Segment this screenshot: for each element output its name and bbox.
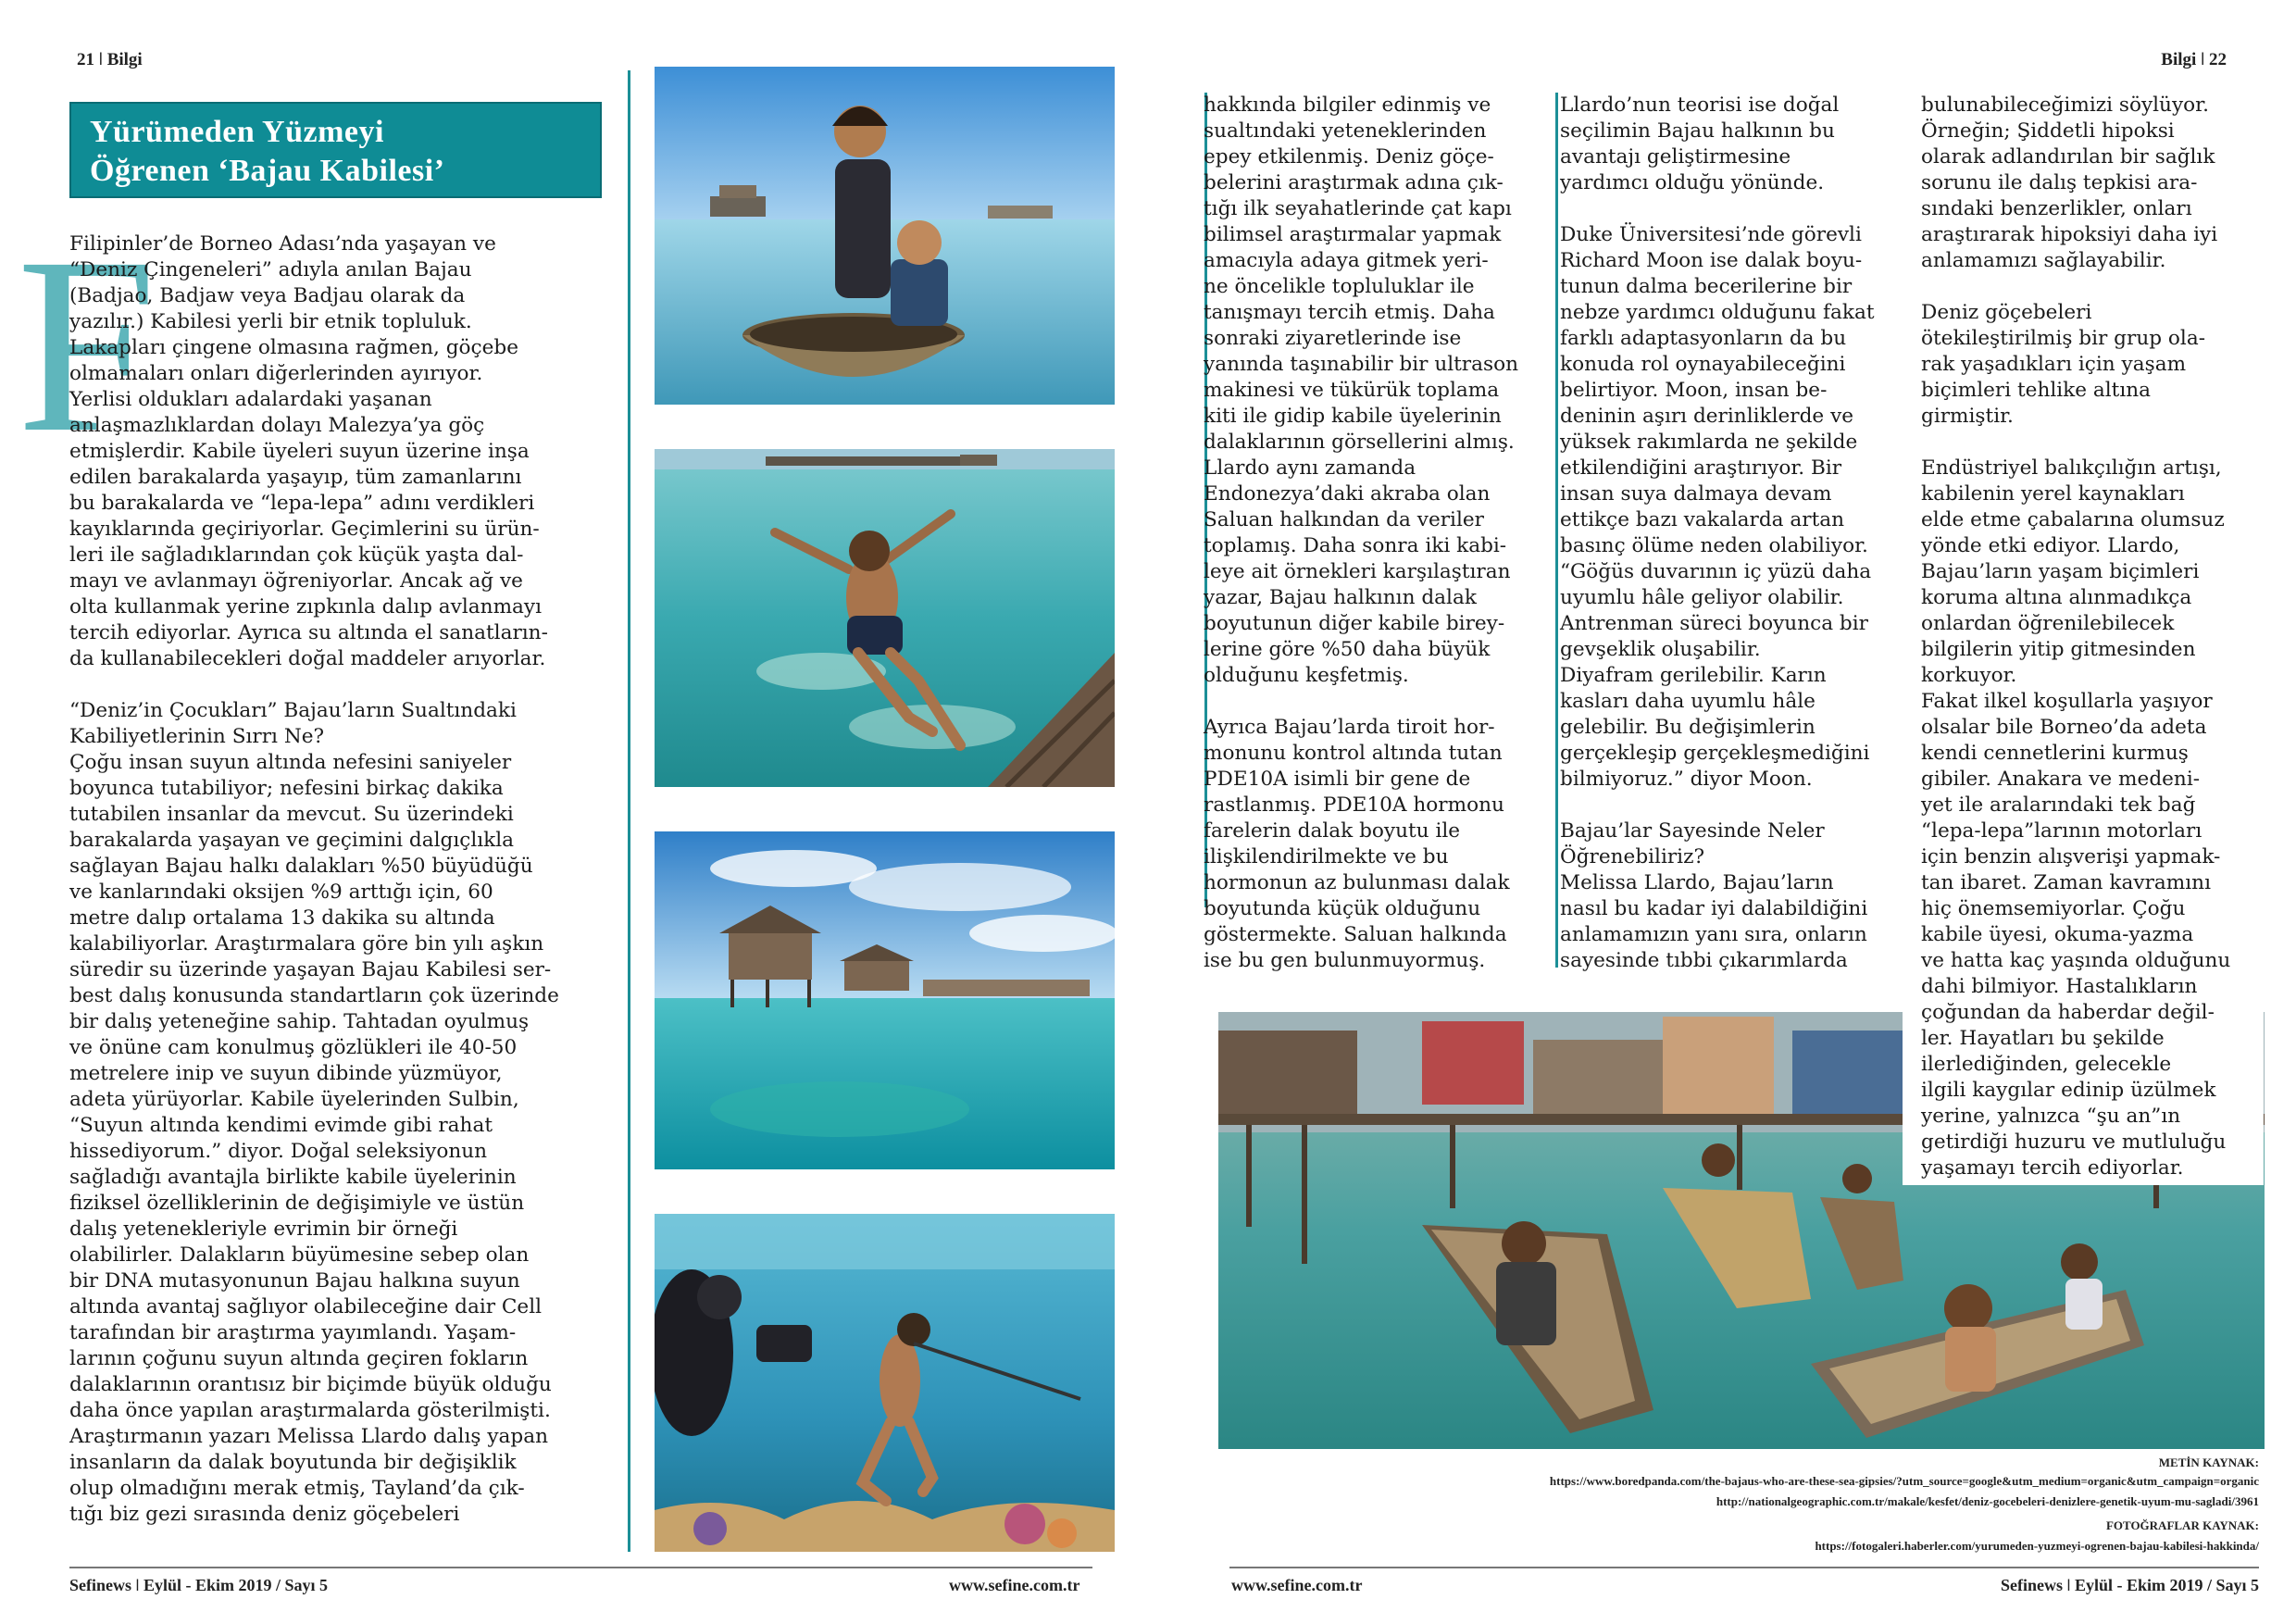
paragraph: Ayrıca Bajau’larda tiroit hor- monunu kontrol altında tutan PDE10A isimli bir gene de rastlanmış. PDE10A hormonu farelerin dalak boyutu ile ilişkilendirilmekte ve bu hormonun az bulunması dalak boyutunda küçük olduğunu göstermekte. Saluan halkında ise bu gen bulunmuyormuş. bbox=[1204, 716, 1510, 972]
paragraph: bulunabileceğimizi söylüyor. Örneğin; Şiddetli hipoksi olarak adlandırılan bir sağlık sorunu ile dalış tepkisi ara- sındaki benzerlikler, onları araştırarak hipoksiyi daha iyi anlamamızı sağlayabilir. bbox=[1921, 94, 2218, 272]
text-source-label: METİN KAYNAK: bbox=[2158, 1455, 2259, 1469]
column-divider bbox=[1555, 93, 1558, 968]
page-number: 21 bbox=[77, 50, 94, 69]
source-link[interactable]: http://nationalgeographic.com.tr/makale/kesfet/deniz-gocebeleri-denizlere-genetik-uyum-mu-sagladi/3961 bbox=[1716, 1494, 2259, 1508]
section-name: Bilgi bbox=[2161, 50, 2197, 69]
source-link[interactable]: https://fotogaleri.haberler.com/yurumeden-yuzmeyi-ogrenen-bajau-kabilesi-hakkinda/ bbox=[1815, 1539, 2259, 1553]
paragraph: Bajau’lar Sayesinde Neler Öğrenebiliriz? Melissa Llardo, Bajau’ların nasıl bu kadar iyi dalabildiğini anlamamızın yanı sıra, onların sayesinde tıbbi çıkarımlarda bbox=[1560, 819, 1868, 972]
title-line-1: Yürümeden Yüzmeyi bbox=[90, 115, 384, 149]
section-name: Bilgi bbox=[106, 50, 143, 69]
issue-info: Eylül - Ekim 2019 / Sayı 5 bbox=[143, 1576, 329, 1594]
photo-stilt-houses-image bbox=[655, 831, 1115, 1169]
paragraph: Endüstriyel balıkçılığın artışı, kabilenin yerel kaynakları elde etme çabalarına olumsuz yönde etki ediyor. Llardo, Bajau’ların yaşam biçimleri koruma altına alınmadıkça onlardan öğrenilebilecek bilgilerin yitip gitmesinden korkuyor. Fakat ilkel koşullarla yaşıyor olsalar bile Borneo’da adeta kendi cennetlerini kurmuş gibiler. Anakara ve medeni- yet ile aralarındaki tek bağ “lepa-lepa”larının motorları için benzin alışverişi yapmak- tan ibaret. Zaman kavramını hiç önemsemiyorlar. Çoğu kabile üyesi, okuma-yazma ve hatta kaç yaşında olduğunu dahi bilmiyor. Hastalıkların çoğundan da haberdar değil- ler. Hayatları bu şekilde ilerlediğinden, gelecekle ilgili kaygılar edinip üzülmek yerine, yalnızca “şu an”ın getirdiği huzuru ve mutluluğu yaşamayı tercih ediyorlar. bbox=[1921, 456, 2231, 1180]
right-footer-issue: Sefinews ǀ Eylül - Ekim 2019 / Sayı 5 bbox=[2000, 1576, 2259, 1594]
right-folio: Bilgi ǀ 22 bbox=[2161, 50, 2227, 69]
footer-rule bbox=[1229, 1567, 2259, 1568]
page-number: 22 bbox=[2209, 50, 2227, 69]
article-column-3 bbox=[1560, 93, 1912, 974]
right-footer-url[interactable]: www.sefine.com.tr bbox=[1231, 1576, 1363, 1594]
drop-cap: F bbox=[17, 206, 157, 484]
photo-stilt-houses bbox=[655, 831, 1115, 1169]
publication-name: Sefinews bbox=[2000, 1576, 2063, 1594]
paragraph: Filipinler’de Borneo Adası’nda yaşayan ve “Deniz Çingeneleri” adıyla anılan Bajau (Badjao, Badjaw veya Badjau olarak da yazılır.) Kabilesi yerli bir etnik topluluk. Lakapları çingene olmasına rağmen, göçebe olmamaları onları diğerlerinden ayırıyor. Yerlisi oldukları adalardaki yaşanan anlaşmazlıklardan dolayı Malezya’ya göç etmişlerdir. Kabile üyeleri suyun üzerine inşa edilen barakalarda yaşayıp, tüm zamanlarını bu barakalarda ve “lepa-lepa” adını verdikleri kayıklarında geçiriyorlar. Geçimlerini su ürün- leri ile sağladıklarından çok küçük yaşta dal- mayı ve avlanmayı öğreniyorlar. Ancak ağ ve olta kullanmak yerine zıpkınla dalıp avlanmayı tercih ediyorlar. Ayrıca su altında el sanatların- da kullanabilecekleri doğal maddeler arıyorlar. bbox=[69, 232, 548, 670]
paragraph: Deniz göçebeleri ötekileştirilmiş bir grup ola- rak yaşadıkları için yaşam biçimleri tehlike altına girmiştir. bbox=[1921, 301, 2205, 428]
article-column-2 bbox=[1204, 93, 1555, 974]
title-line-2: Öğrenen ‘Bajau Kabilesi’ bbox=[90, 154, 445, 188]
column-divider bbox=[628, 70, 630, 1552]
photo-boy-jumping-image bbox=[655, 449, 1115, 787]
paragraph: Llardo’nun teorisi ise doğal seçilimin Bajau halkının bu avantajı geliştirmesine yardımcı olduğu yönünde. bbox=[1560, 94, 1840, 194]
article-title-box bbox=[69, 102, 602, 198]
left-footer-issue: Sefinews ǀ Eylül - Ekim 2019 / Sayı 5 bbox=[69, 1576, 329, 1594]
paragraph: “Deniz’in Çocukları” Bajau’ların Sualtındaki Kabiliyetlerinin Sırrı Ne? Çoğu insan suyun altında nefesini saniyeler boyunca tutabiliyor; nefesini birkaç dakika tutabilen insanlar da mevcut. Su üzerindeki barakalarda yaşayan ve geçimini dalgıçlıkla sağlayan Bajau halkı dalakları %50 büyüdüğü ve kanlarındaki oksijen %9 arttığı için, 60 metre dalıp ortalama 13 dakika su altında kalabiliyorlar. Araştırmalara göre bin yılı aşkın süredir su üzerinde yaşayan Bajau Kabilesi ser- best dalış konusunda standartların çok üzerinde bir dalış yeteneğine sahip. Tahtadan oyulmuş ve önüne cam konulmuş gözlükleri ile 40-50 metrelere inip ve suyun dibinde yüzmüyor, adeta yürüyorlar. Kabile üyelerinden Sulbin, “Suyun altında kendimi evimde gibi rahat hissediyorum.” diyor. Doğal seleksiyonun sağladığı avantajla birlikte kabile üyelerinin fiziksel özelliklerinin de değişimiyle ve üstün dalış yetenekleriyle evrimin bir örneği olabilirler. Dalakların büyümesine sebep olan bir DNA mutasyonunun Bajau halkına suyun altında avantaj sağlıyor olabileceğine dair Cell tarafından bir araştırma yayımlandı. Yaşam- larının çoğunu suyun altında geçiren fokların dalaklarının orantısız bir biçimde büyük olduğu daha önce yapılan araştırmalarda gösterilmişti. Araştırmanın yazarı Melissa Llardo dalış yapan insanların da dalak boyutunda bir değişiklik olup olmadığını merak etmiş, Tayland’da çık- tığı biz gezi sırasında deniz göçebeleri bbox=[69, 699, 559, 1526]
issue-info: Eylül - Ekim 2019 / Sayı 5 bbox=[2074, 1576, 2259, 1594]
photo-source-label: FOTOĞRAFLAR KAYNAK: bbox=[2105, 1518, 2259, 1532]
left-footer-url[interactable]: www.sefine.com.tr bbox=[949, 1576, 1080, 1594]
photo-underwater-diver-image bbox=[655, 1214, 1115, 1552]
source-link[interactable]: https://www.boredpanda.com/the-bajaus-who-are-these-sea-gipsies/?utm_source=google&utm_medium=organic&utm_campaign=organic bbox=[1549, 1474, 2259, 1488]
photo-underwater-diver bbox=[655, 1214, 1115, 1552]
photo-children-in-basin-image bbox=[655, 67, 1115, 405]
photo-boy-jumping bbox=[655, 449, 1115, 787]
publication-name: Sefinews bbox=[69, 1576, 131, 1594]
article-column-4 bbox=[1921, 93, 2273, 1181]
left-folio: 21 ǀ Bilgi bbox=[77, 50, 143, 69]
article-column-1 bbox=[69, 231, 625, 1528]
photo-children-in-basin bbox=[655, 67, 1115, 405]
footer-rule bbox=[69, 1567, 1092, 1568]
paragraph: Duke Üniversitesi’nde görevli Richard Moon ise dalak boyu- tunun dalma becerilerine bir nebze yardımcı olduğunu fakat farklı adaptasyonların da bu konuda rol oynayabileceğini belirtiyor. Moon, insan be- deninin aşırı derinliklerde ve yüksek rakımlarda ne şekilde etkilendiğini araştırıyor. Bir insan suya dalmaya devam ettikçe bazı vakalarda artan basınç ölüme neden olabiliyor. “Göğüs duvarının iç yüzü daha uyumlu hâle geliyor olabilir. Antrenman süreci boyunca bir gevşeklik oluşabilir. Diyafram gerilebilir. Karın kasları daha uyumlu hâle gelebilir. Bu değişimlerin gerçekleşip gerçekleşmediğini bilmiyoruz.” diyor Moon. bbox=[1560, 223, 1875, 791]
paragraph: hakkında bilgiler edinmiş ve sualtındaki yeteneklerinden epey etkilenmiş. Deniz göçe- belerini araştırmak adına çık- tığı ilk seyahatlerinde çat kapı bilimsel araştırmalar yapmak amacıyla adaya gitmek yeri- ne öncelikle topluluklar ile tanışmayı tercih etmiş. Daha sonraki ziyaretlerinde ise yanında taşınabilir bir ultrason makinesi ve tükürük toplama kiti ile gidip kabile üyelerinin dalaklarının görsellerini almış. Llardo aynı zamanda Endonezya’daki akraba olan Saluan halkından da veriler toplamış. Daha sonra iki kabi- leye ait örnekleri karşılaştıran yazar, Bajau halkının dalak boyutunun diğer kabile birey- lerine göre %50 daha büyük olduğunu keşfetmiş. bbox=[1204, 94, 1518, 687]
